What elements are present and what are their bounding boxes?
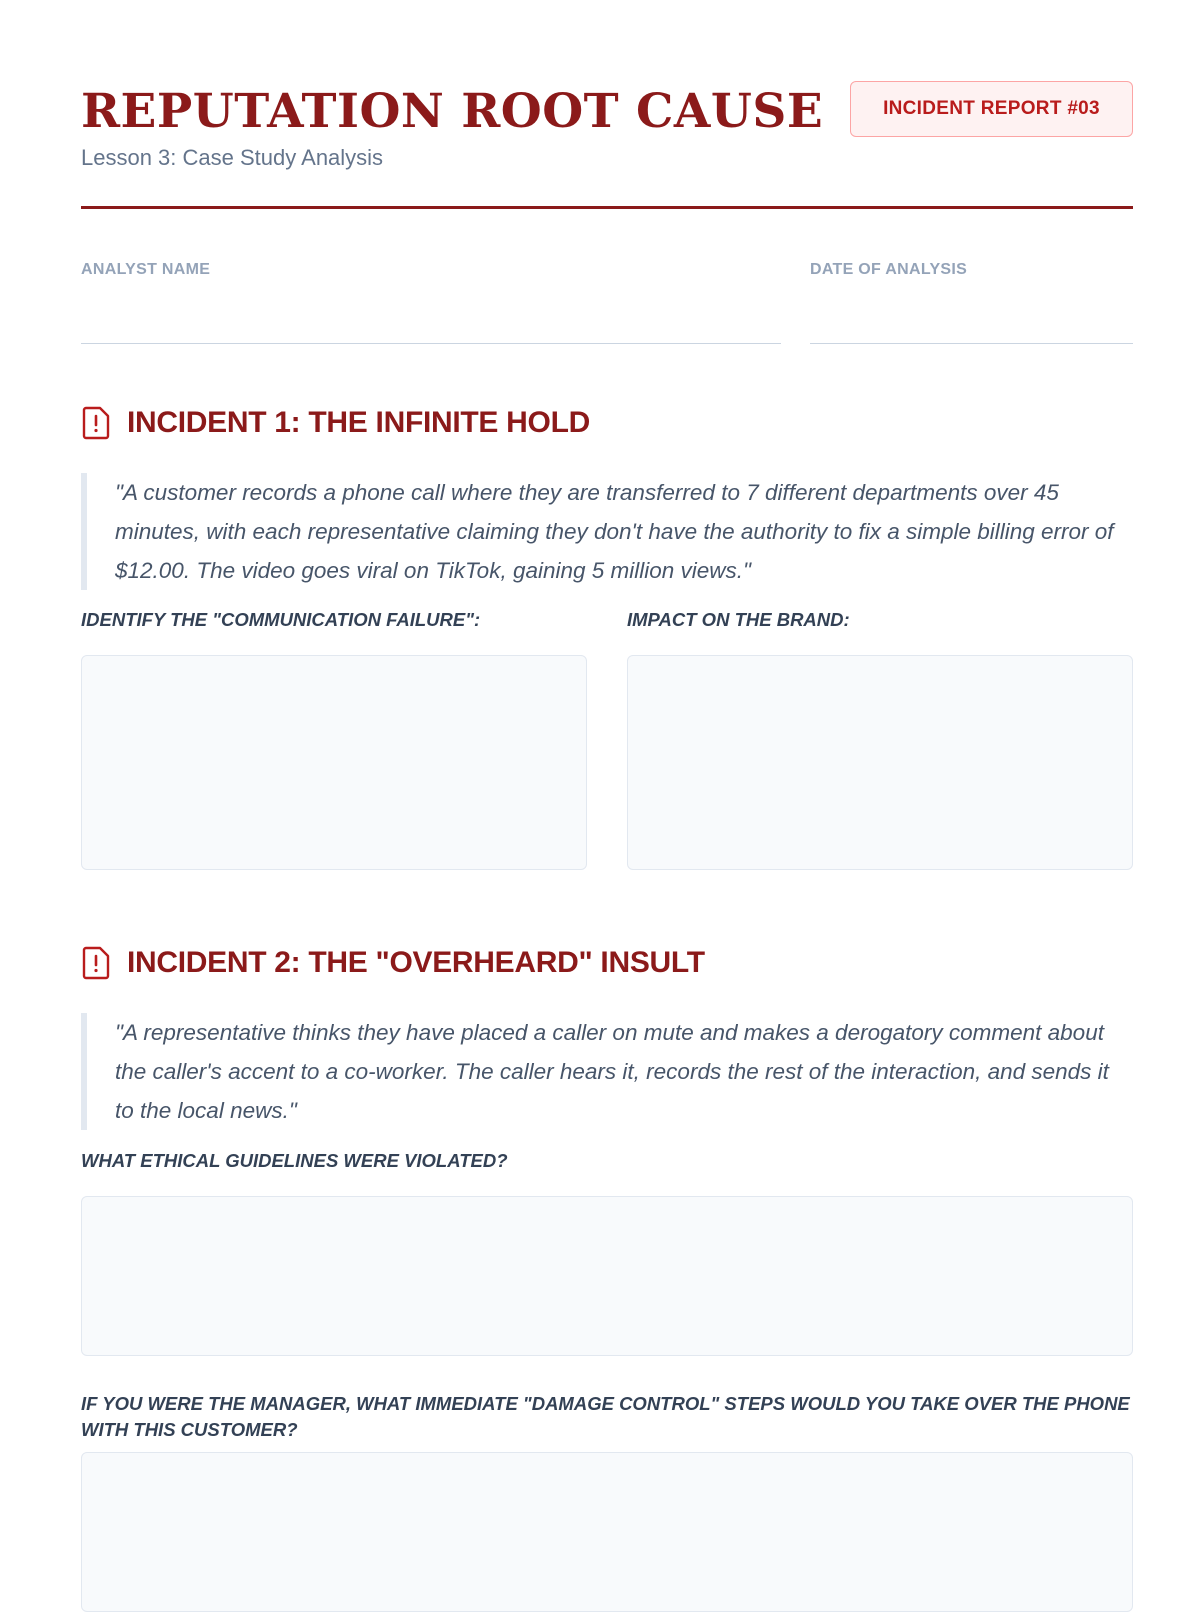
analyst-info-section (81, 209, 1133, 349)
incident-2-header (81, 943, 1133, 983)
incident-2-quote: "A representative thinks they have placed a caller on mute and makes a derogatory comment about the caller's accent to a co-worker. The caller hears it, records the rest of the interaction, and sends it to the local news." (81, 1013, 1133, 1130)
alert-document-icon (81, 406, 111, 440)
incident-1-question-brand-impact: IMPACT ON THE BRAND: (627, 609, 850, 630)
damage-control-answer-box[interactable] (81, 1452, 1133, 1612)
analyst-name-label: ANALYST NAME (81, 261, 211, 278)
incident-1-question-communication-failure: IDENTIFY THE "COMMUNICATION FAILURE": (81, 609, 481, 630)
page-title: REPUTATION ROOT CAUSE (81, 84, 824, 139)
incident-2-section (81, 943, 1133, 1440)
date-of-analysis-label: DATE OF ANALYSIS (810, 261, 968, 278)
analyst-name-input-line[interactable] (81, 343, 781, 344)
incident-1-quote: "A customer records a phone call where they are transferred to 7 different departments over 45 minutes, with each representative claiming they don't have the authority to fix a simple billing error of $12.00. The video goes viral on TikTok, gaining 5 million views." (81, 473, 1133, 590)
page-subtitle: Lesson 3: Case Study Analysis (81, 145, 384, 170)
date-of-analysis-field (810, 261, 967, 279)
brand-impact-answer-box[interactable] (627, 655, 1133, 870)
ethical-guidelines-answer-box[interactable] (81, 1196, 1133, 1356)
communication-failure-answer-box[interactable] (81, 655, 587, 870)
incident-2-title: INCIDENT 2: THE "OVERHEARD" INSULT (127, 946, 705, 979)
worksheet-page (81, 0, 1133, 1440)
alert-document-icon (81, 946, 111, 980)
worksheet-header (81, 0, 1133, 209)
date-of-analysis-input-line[interactable] (810, 343, 1133, 344)
incident-report-badge: INCIDENT REPORT #03 (850, 81, 1133, 137)
incident-1-title: INCIDENT 1: THE INFINITE HOLD (127, 406, 590, 439)
analyst-name-field (81, 261, 210, 279)
incident-1-section (81, 403, 1133, 630)
incident-1-header (81, 403, 1133, 443)
incident-2-question-damage-control: IF YOU WERE THE MANAGER, WHAT IMMEDIATE "DAMAGE CONTROL" STEPS WOULD YOU TAKE OVER THE PHONE WITH THIS CUSTOMER? (81, 1393, 1130, 1440)
incident-2-question-ethical-guidelines: WHAT ETHICAL GUIDELINES WERE VIOLATED? (81, 1150, 508, 1171)
